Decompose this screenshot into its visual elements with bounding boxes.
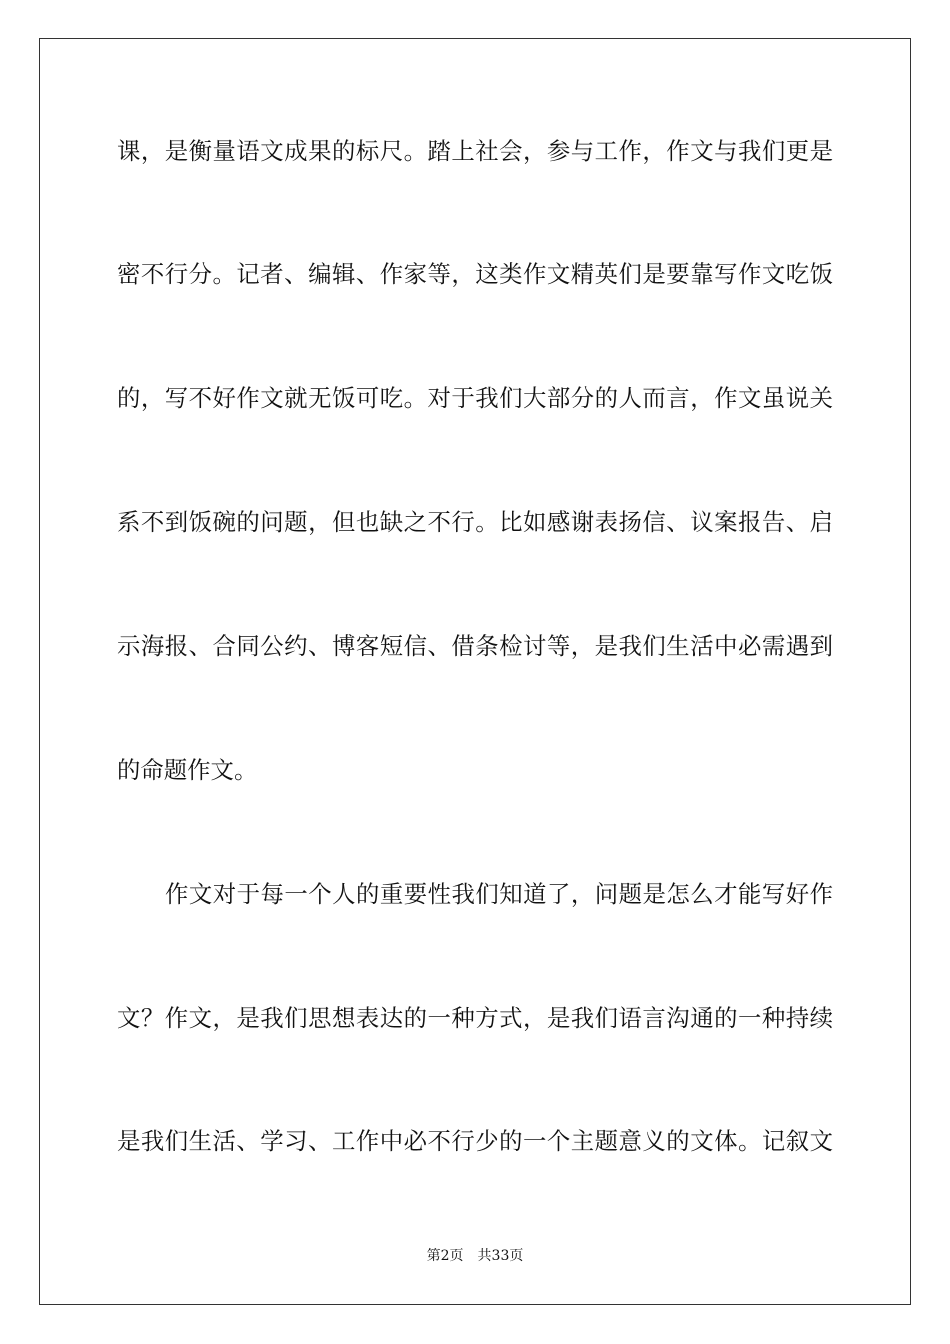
- text-line: 系不到饭碗的问题，但也缺之不行。比如感谢表扬信、议案报告、启: [117, 508, 833, 536]
- page-number: 第2页: [426, 1248, 464, 1264]
- text-line: 是我们生活、学习、工作中必不行少的一个主题意义的文体。记叙文: [117, 1127, 833, 1155]
- text-line: 的，写不好作文就无饭可吃。对于我们大部分的人而言，作文虽说关: [117, 384, 833, 412]
- text-line: 示海报、合同公约、博客短信、借条检讨等，是我们生活中必需遇到: [117, 632, 833, 660]
- page-footer: [0, 1247, 950, 1265]
- text-line: 作文对于每一个人的重要性我们知道了，问题是怎么才能写好作: [165, 880, 833, 908]
- total-pages: 共33页: [477, 1248, 524, 1264]
- text-line: 的命题作文。: [117, 756, 258, 784]
- page-border: [39, 38, 911, 1305]
- text-line: 文？作文，是我们思想表达的一种方式，是我们语言沟通的一种持续: [117, 1004, 833, 1032]
- text-line: 课，是衡量语文成果的标尺。踏上社会，参与工作，作文与我们更是: [117, 137, 833, 165]
- text-line: 密不行分。记者、编辑、作家等，这类作文精英们是要靠写作文吃饭: [117, 260, 833, 288]
